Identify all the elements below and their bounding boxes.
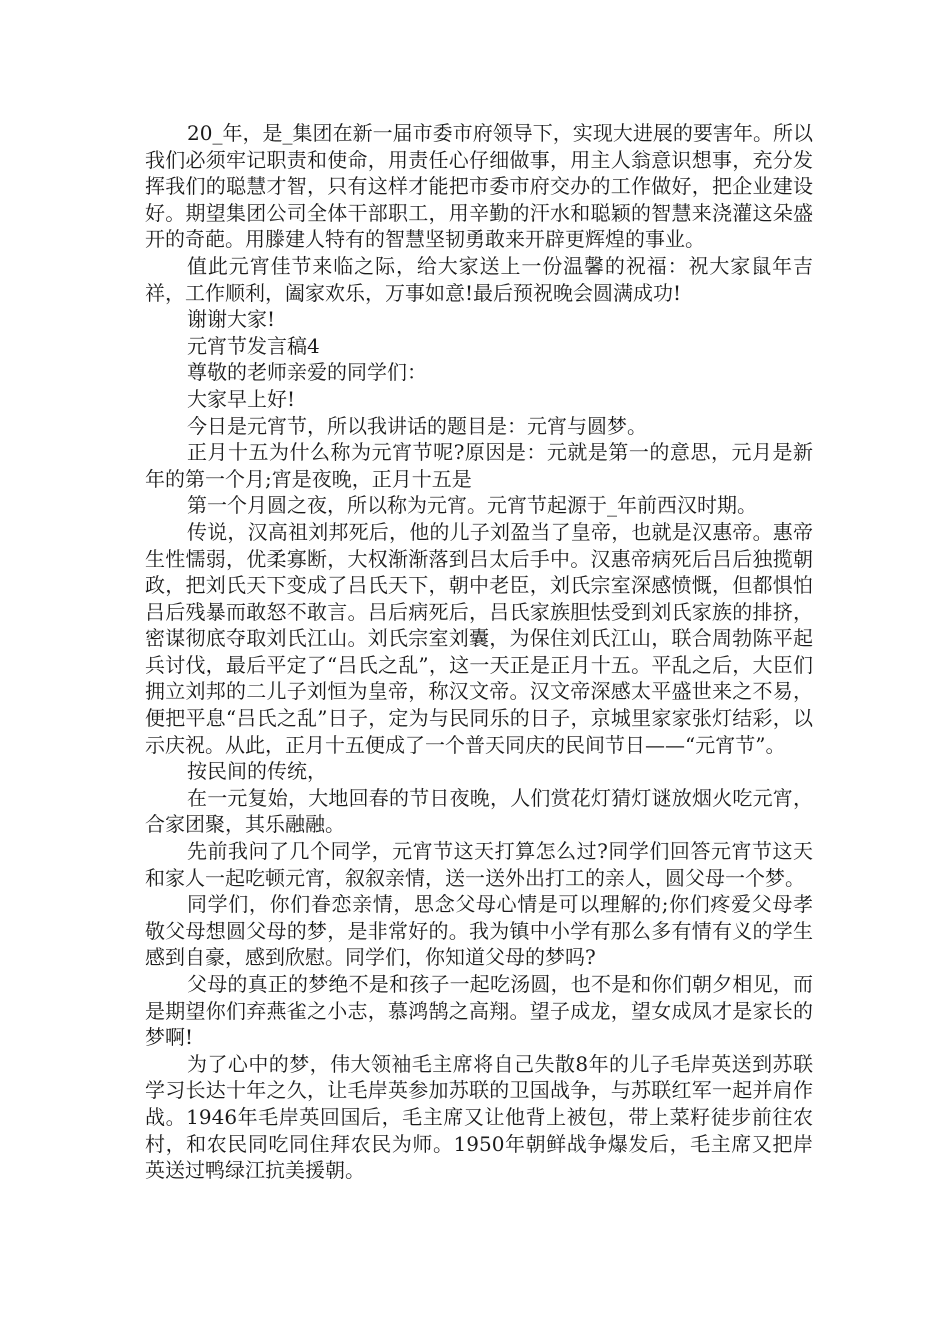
paragraph: 在一元复始，大地回春的节日夜晚，人们赏花灯猜灯谜放烟火吃元宵，合家团聚，其乐融融。 — [145, 785, 813, 837]
document-body — [145, 120, 813, 1184]
paragraph: 先前我问了几个同学，元宵节这天打算怎么过?同学们回答元宵节这天和家人一起吃顿元宵，叙叙亲情，送一送外出打工的亲人，圆父母一个梦。 — [145, 839, 813, 890]
paragraph: 谢谢大家! — [187, 307, 276, 332]
paragraph: 今日是元宵节，所以我讲话的题目是：元宵与圆梦。 — [187, 413, 647, 438]
paragraph: 父母的真正的梦绝不是和孩子一起吃汤圆，也不是和你们朝夕相见，而是期望你们弃燕雀之小志，慕鸿鹄之高翔。望子成龙，望女成凤才是家长的梦啊! — [145, 972, 813, 1050]
paragraph: 第一个月圆之夜，所以称为元宵。元宵节起源于_年前西汉时期。 — [187, 493, 757, 518]
paragraph: 传说，汉高祖刘邦死后，他的儿子刘盈当了皇帝，也就是汉惠帝。惠帝生性懦弱，优柔寡断，大权渐渐落到吕太后手中。汉惠帝病死后吕后独揽朝政，把刘氏天下变成了吕氏天下，朝中老臣，刘氏宗室深感愤慨，但都惧怕吕后残暴而敢怒不敢言。吕后病死后，吕氏家族胆怯受到刘氏家族的排挤，密谋彻底夺取刘氏江山。刘氏宗室刘囊，为保住刘氏江山，联合周勃陈平起兵讨伐，最后平定了“吕氏之乱”，这一天正是正月十五。平乱之后，大臣们拥立刘邦的二儿子刘恒为皇帝，称汉文帝。汉文帝深感太平盛世来之不易，便把平息“吕氏之乱”日子，定为与民同乐的日子，京城里家家张灯结彩，以示庆祝。从此，正月十五便成了一个普天同庆的民间节日——“元宵节”。 — [145, 519, 813, 757]
section-heading: 元宵节发言稿4 — [187, 333, 320, 358]
paragraph: 值此元宵佳节来临之际，给大家送上一份温馨的祝福：祝大家鼠年吉祥，工作顺利，阖家欢乐，万事如意!最后预祝晚会圆满成功! — [145, 253, 813, 305]
paragraph: 大家早上好! — [187, 386, 296, 411]
paragraph: 为了心中的梦，伟大领袖毛主席将自己失散8年的儿子毛岸英送到苏联学习长达十年之久，让毛岸英参加苏联的卫国战争，与苏联红军一起并肩作战。1946年毛岸英回国后，毛主席又让他背上被包，带上菜籽徒步前往农村，和农民同吃同住拜农民为师。1950年朝鲜战争爆发后，毛主席又把岸英送过鸭绿江抗美援朝。 — [145, 1051, 813, 1183]
paragraph: 尊敬的老师亲爱的同学们： — [187, 360, 427, 385]
paragraph: 正月十五为什么称为元宵节呢?原因是：元就是第一的意思，元月是新年的第一个月;宵是夜晚，正月十五是 — [145, 440, 813, 491]
paragraph: 同学们，你们眷恋亲情，思念父母心情是可以理解的;你们疼爱父母孝敬父母想圆父母的梦，是非常好的。我为镇中小学有那么多有情有义的学生感到自豪，感到欣慰。同学们，你知道父母的梦吗? — [145, 892, 813, 970]
paragraph: 20_年，是_集团在新一届市委市府领导下，实现大进展的要害年。所以我们必须牢记职责和使命，用责任心仔细做事，用主人翁意识想事，充分发挥我们的聪慧才智，只有这样才能把市委市府交办的工作做好，把企业建设好。期望集团公司全体干部职工，用辛勤的汗水和聪颖的智慧来浇灌这朵盛开的奇葩。用滕建人特有的智慧坚韧勇敢来开辟更辉煌的事业。 — [145, 121, 813, 252]
paragraph: 按民间的传统， — [187, 759, 327, 784]
